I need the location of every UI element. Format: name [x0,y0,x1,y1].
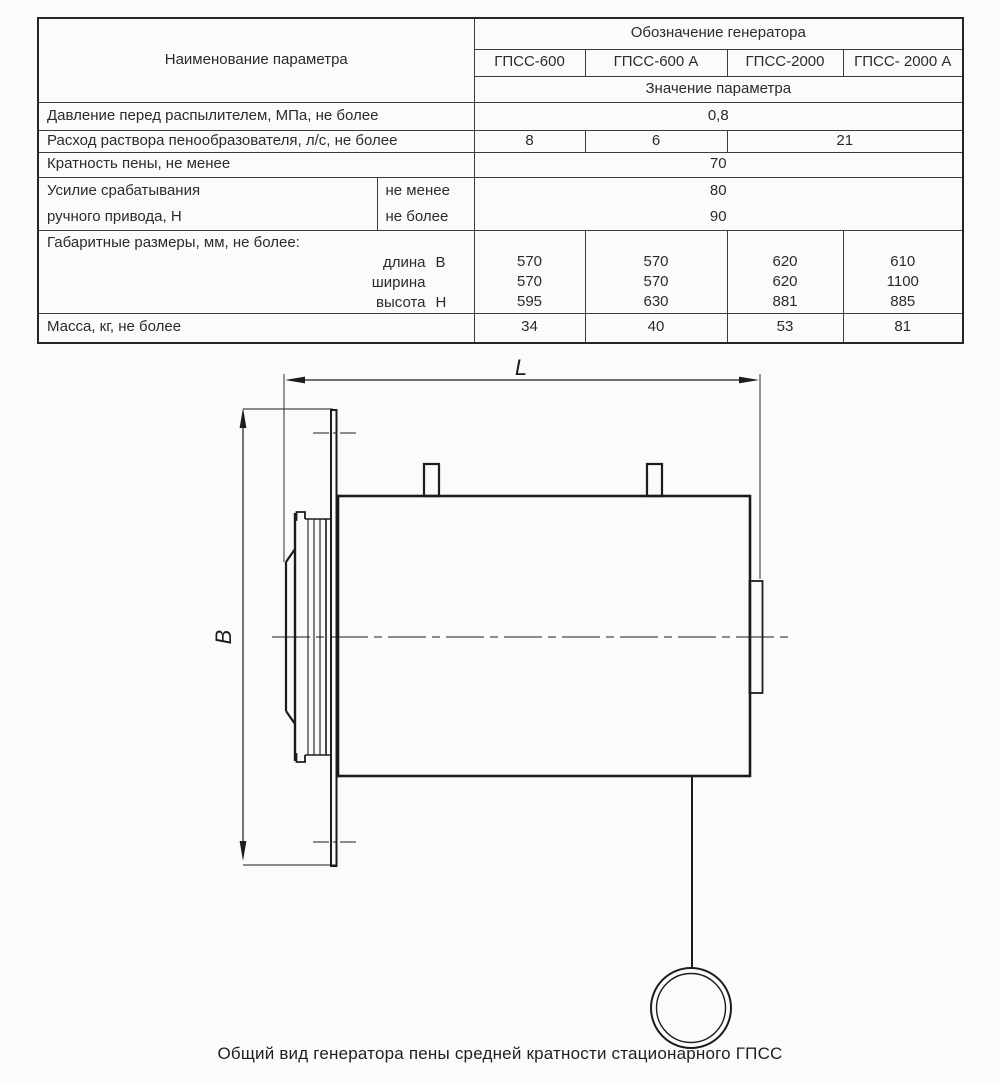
length-dimension-line [284,374,760,579]
pull-ring-handle [651,968,731,1048]
value-cell: 34 [474,313,585,343]
value-cell: 570 570 595 [474,230,585,313]
model-header-gpss-600a: ГПСС-600 А [585,49,727,76]
value-cell: 80 90 [474,177,963,230]
mounting-flange [331,410,337,866]
model-header-gpss-600: ГПСС-600 [474,49,585,76]
row-label-force: Усилие срабатывания ручного привода, Н [38,177,377,230]
arrowhead-down-icon [240,841,247,861]
width-dimension-label: B [211,629,236,645]
table-row [38,313,963,343]
table-row [38,177,963,230]
top-fitting-right [647,464,662,496]
value-cell: 6 [585,130,727,152]
group-header: Обозначение генератора [474,18,963,49]
row-label-dimensions: Габаритные размеры, мм, не более: длина B ширина высота H [38,230,474,313]
drawing-caption: Общий вид генератора пены средней кратности стационарного ГПСС [217,1044,783,1063]
generator-body [338,496,750,776]
value-cell: 8 [474,130,585,152]
top-fitting-left [424,464,439,496]
spec-table [37,17,964,344]
value-cell: 81 [843,313,963,343]
row-label-pressure: Давление перед распылителем, МПа, не более [38,102,474,130]
row-label-mass: Масса, кг, не более [38,313,474,343]
table-row [38,230,963,313]
value-cell: 21 [727,130,963,152]
arrowhead-right-icon [739,377,759,384]
row-label-expansion: Кратность пены, не менее [38,152,474,177]
value-header: Значение параметра [474,76,963,102]
table-row [38,152,963,177]
generator-technical-drawing [0,355,1000,1065]
value-cell: 53 [727,313,843,343]
value-cell: 70 [474,152,963,177]
param-column-header: Наименование параметра [38,18,474,102]
model-header-gpss-2000a: ГПСС- 2000 А [843,49,963,76]
value-cell: 570 570 630 [585,230,727,313]
value-cell: 610 1100 885 [843,230,963,313]
force-sub-conditions: не менее не более [377,177,474,230]
arrowhead-left-icon [285,377,305,384]
row-label-flow: Расход раствора пенообразователя, л/с, не более [38,130,474,152]
table-row [38,18,963,49]
value-cell: 620 620 881 [727,230,843,313]
length-dimension-label: L [514,355,528,380]
value-cell: 40 [585,313,727,343]
table-row [38,130,963,152]
value-cell: 0,8 [474,102,963,130]
arrowhead-up-icon [240,408,247,428]
table-row [38,102,963,130]
model-header-gpss-2000: ГПСС-2000 [727,49,843,76]
